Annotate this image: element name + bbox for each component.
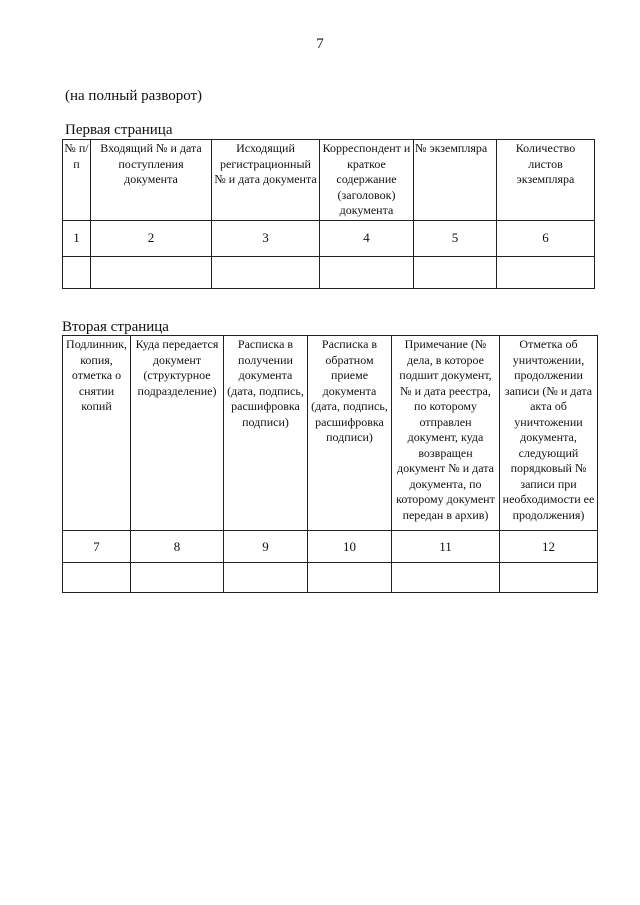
empty-cell [131, 563, 224, 593]
column-number: 10 [308, 531, 392, 563]
header-cell: Входящий № и дата поступления документа [91, 140, 212, 221]
empty-cell [63, 563, 131, 593]
first-page-title: Первая страница [65, 122, 173, 138]
column-number-row [63, 531, 598, 563]
empty-cell [320, 256, 414, 288]
column-number: 5 [414, 220, 497, 256]
column-number: 11 [392, 531, 500, 563]
column-number: 7 [63, 531, 131, 563]
header-cell: Корреспондент и краткое содержание (заголовок) документа [320, 140, 414, 221]
empty-cell [63, 256, 91, 288]
empty-cell [500, 563, 598, 593]
header-cell: Исходящий регистрационный № и дата документа [212, 140, 320, 221]
empty-cell [392, 563, 500, 593]
column-number-row [63, 220, 595, 256]
empty-cell [212, 256, 320, 288]
header-cell: Количество листов экземпляра [497, 140, 595, 221]
header-cell: Куда передается документ (структурное подразделение) [131, 336, 224, 531]
second-page-table [62, 335, 598, 593]
header-cell: Расписка в получении документа (дата, подпись, расшифровка подписи) [224, 336, 308, 531]
empty-cell [497, 256, 595, 288]
column-number: 1 [63, 220, 91, 256]
column-number: 12 [500, 531, 598, 563]
header-cell: Подлинник, копия, отметка о снятии копий [63, 336, 131, 531]
header-cell: Отметка об уничтожении, продолжении записи (№ и дата акта об уничтожении документа, следующий порядковый № записи при необходимости ее продолжения) [500, 336, 598, 531]
column-number: 8 [131, 531, 224, 563]
table-header-row [63, 336, 598, 531]
header-cell: № п/п [63, 140, 91, 221]
header-cell: № экземпляра [414, 140, 497, 221]
column-number: 2 [91, 220, 212, 256]
empty-cell [308, 563, 392, 593]
header-cell: Примечание (№ дела, в которое подшит документ, № и дата реестра, по которому отправлен документ, куда возвращен документ № и дата документа, по которому документ передан в архив) [392, 336, 500, 531]
empty-cell [414, 256, 497, 288]
page-number: 7 [316, 36, 324, 52]
column-number: 3 [212, 220, 320, 256]
first-page-table [62, 139, 595, 289]
header-cell: Расписка в обратном приеме документа (дата, подпись, расшифровка подписи) [308, 336, 392, 531]
empty-entry-row [63, 256, 595, 288]
table-header-row [63, 140, 595, 221]
empty-cell [224, 563, 308, 593]
second-page-title: Вторая страница [62, 319, 169, 335]
empty-cell [91, 256, 212, 288]
empty-entry-row [63, 563, 598, 593]
column-number: 6 [497, 220, 595, 256]
column-number: 4 [320, 220, 414, 256]
page-subtitle: (на полный разворот) [65, 88, 203, 104]
column-number: 9 [224, 531, 308, 563]
